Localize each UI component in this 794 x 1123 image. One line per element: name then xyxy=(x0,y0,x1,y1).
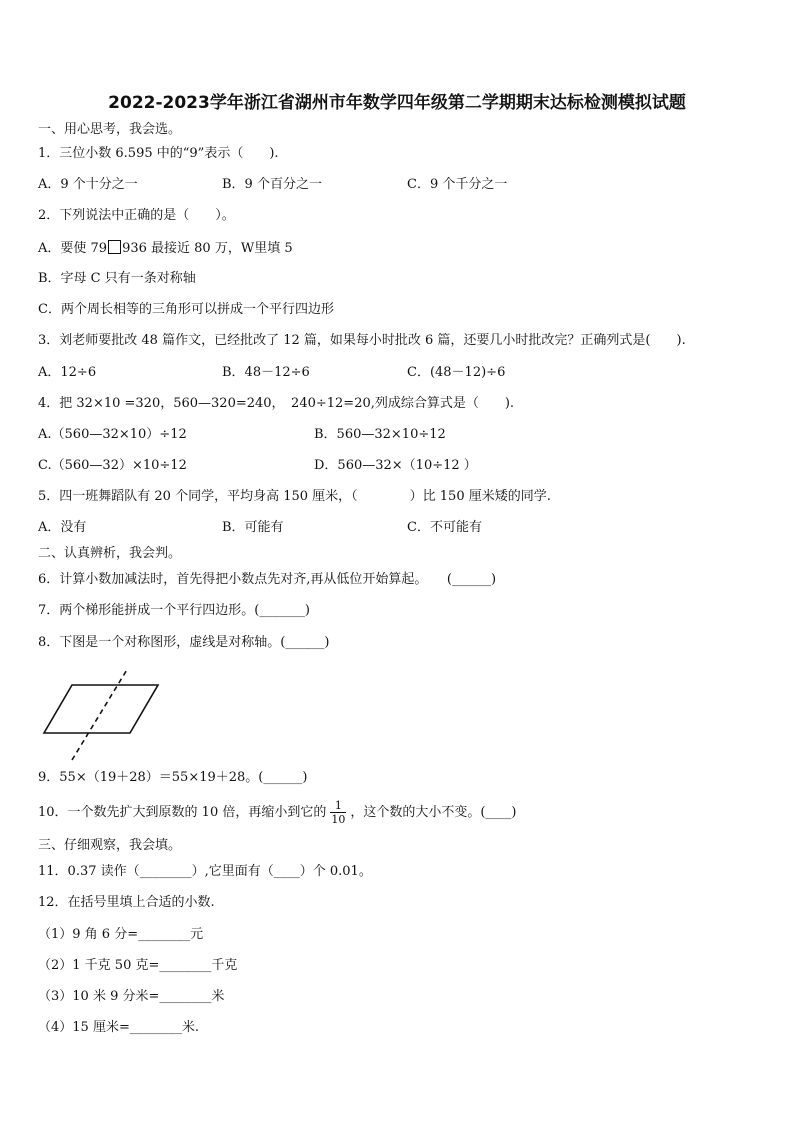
q12-item-1: （1）9 角 6 分=________元 xyxy=(38,927,204,942)
q2-option-a-post: 936 最接近 80 万，W里填 5 xyxy=(122,241,293,256)
parallelogram-figure xyxy=(40,666,165,766)
section-heading-3: 三、仔细观察，我会填。 xyxy=(38,838,182,853)
q3-option-a: A．12÷6 xyxy=(38,365,97,380)
question-6: 6．计算小数加减法时，首先得把小数点先对齐,再从低位开始算起。 (______) xyxy=(38,572,497,587)
question-3: 3．刘老师要批改 48 篇作文，已经批改了 12 篇，如果每小时批改 6 篇，还要几小时批改完？正确列式是( ). xyxy=(38,333,686,348)
q10-pre: 10．一个数先扩大到原数的 10 倍，再缩小到它的 xyxy=(38,805,327,820)
q3-option-c: C．(48－12)÷6 xyxy=(407,365,506,380)
q2-option-b: B．字母 C 只有一条对称轴 xyxy=(38,271,196,286)
section-heading-2: 二、认真辨析，我会判。 xyxy=(38,546,182,561)
q3-option-b: B．48－12÷6 xyxy=(222,365,310,380)
question-5: 5．四一班舞蹈队有 20 个同学，平均身高 150 厘米，（ ）比 150 厘米矮的同学. xyxy=(38,489,551,504)
fraction-denominator: 10 xyxy=(331,813,346,826)
question-4: 4．把 32×10 =320，560—320=240， 240÷12=20,列成综合算式是（ ). xyxy=(38,396,515,411)
question-8: 8．下图是一个对称图形，虚线是对称轴。(______) xyxy=(38,635,330,650)
parallelogram-shape xyxy=(44,685,158,733)
q1-option-c: C．9 个千分之一 xyxy=(407,177,508,192)
question-11: 11．0.37 读作（________）,它里面有（____）个 0.01。 xyxy=(38,864,372,879)
q12-item-3: （3）10 米 9 分米=________米 xyxy=(38,989,225,1004)
parallelogram-with-symmetry-axis-icon xyxy=(40,666,165,762)
q1-option-a: A．9 个十分之一 xyxy=(38,177,138,192)
q12-item-4: （4）15 厘米=________米. xyxy=(38,1020,199,1035)
section-heading-1: 一、用心思考，我会选。 xyxy=(38,122,182,137)
q2-option-a-pre: A．要使 79 xyxy=(38,241,108,256)
question-12: 12．在括号里填上合适的小数. xyxy=(38,895,215,910)
question-1: 1．三位小数 6.595 中的“9”表示（ ). xyxy=(38,146,279,161)
q5-option-a: A．没有 xyxy=(38,520,87,535)
question-10 xyxy=(38,798,517,830)
q10-post: ，这个数的大小不变。(____) xyxy=(350,805,517,820)
question-7: 7．两个梯形能拼成一个平行四边形。(_______) xyxy=(38,603,310,618)
page-title: 2022-2023学年浙江省湖州市年数学四年级第二学期期末达标检测模拟试题 xyxy=(108,93,686,113)
q5-option-c: C．不可能有 xyxy=(407,520,482,535)
fraction xyxy=(330,799,346,826)
question-2: 2．下列说法中正确的是（ ）。 xyxy=(38,208,235,223)
q4-option-d: D．560—32×（10÷12 ） xyxy=(314,458,477,473)
symmetry-axis-line xyxy=(72,668,128,760)
q4-option-b: B．560—32×10÷12 xyxy=(314,427,446,442)
q2-option-a xyxy=(38,240,293,257)
q12-item-2: （2）1 千克 50 克=________千克 xyxy=(38,958,238,973)
blank-box-icon xyxy=(108,240,121,254)
q4-option-a: A.（560—32×10）÷12 xyxy=(38,427,187,442)
q2-option-c: C．两个周长相等的三角形可以拼成一个平行四边形 xyxy=(38,302,334,317)
q4-option-c: C.（560—32）×10÷12 xyxy=(38,458,187,473)
fraction-numerator: 1 xyxy=(330,799,346,813)
q5-option-b: B．可能有 xyxy=(222,520,284,535)
q1-option-b: B．9 个百分之一 xyxy=(222,177,322,192)
question-9: 9．55×（19＋28）＝55×19＋28。(______) xyxy=(38,770,308,785)
